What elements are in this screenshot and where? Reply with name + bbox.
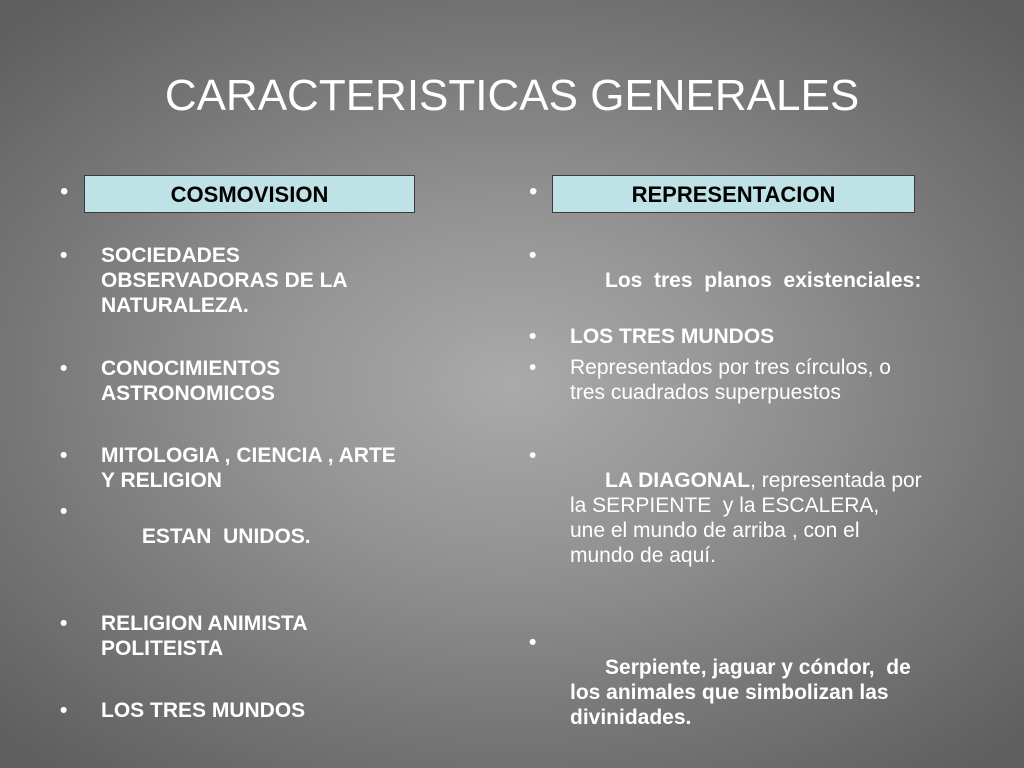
bullet: • — [60, 500, 68, 523]
item-line: NATURALEZA. — [101, 294, 249, 317]
item-line: SOCIEDADES — [101, 244, 240, 267]
bullet: • — [60, 357, 68, 380]
list-item — [60, 443, 480, 493]
item-line: Serpiente, jaguar y cóndor, de — [605, 656, 911, 679]
item-line: ASTRONOMICOS — [101, 382, 275, 405]
bullet: • — [60, 178, 69, 205]
left-bullet-list — [60, 243, 480, 723]
list-item — [60, 243, 480, 318]
slide-title: CARACTERISTICAS GENERALES — [164, 71, 860, 120]
item-line: une el mundo de arriba , con el — [570, 519, 860, 542]
item-line: LOS TRES MUNDOS — [570, 325, 775, 348]
bullet: • — [529, 178, 538, 205]
item-line: los animales que simbolizan las — [570, 681, 889, 704]
item-line: , representada por — [750, 469, 922, 492]
bullet: • — [529, 444, 537, 467]
bullet: • — [529, 244, 537, 267]
item-line: MITOLOGIA , CIENCIA , ARTE — [101, 444, 396, 467]
item-line: tres cuadrados superpuestos — [570, 381, 841, 404]
list-item — [60, 698, 480, 723]
bullet: • — [529, 325, 537, 348]
item-line: divinidades. — [570, 706, 692, 729]
item-line: LOS TRES MUNDOS — [101, 699, 306, 722]
item-line: Y RELIGION — [101, 469, 222, 492]
bullet: • — [529, 356, 537, 379]
list-item — [529, 443, 989, 593]
list-item — [529, 630, 989, 755]
list-item — [529, 243, 989, 318]
list-item — [60, 356, 480, 406]
item-line: Representados por tres círculos, o — [570, 356, 891, 379]
item-line: POLITEISTA — [101, 637, 224, 660]
right-bullet-list — [529, 243, 989, 755]
item-line: ESTAN UNIDOS. — [136, 525, 311, 548]
list-item — [529, 324, 989, 349]
list-item — [529, 355, 989, 405]
item-line: CONOCIMIENTOS — [101, 357, 281, 380]
bullet: • — [529, 631, 537, 654]
representacion-header-box: REPRESENTACION — [552, 175, 915, 213]
item-line: RELIGION ANIMISTA — [101, 612, 308, 635]
item-line: Los tres planos existenciales: — [605, 269, 922, 292]
bullet: • — [60, 699, 68, 722]
item-line: mundo de aquí. — [570, 544, 716, 567]
item-line: OBSERVADORAS DE LA — [101, 269, 348, 292]
list-item — [60, 499, 480, 574]
bullet: • — [60, 244, 68, 267]
right-header-row — [0, 175, 920, 215]
list-item — [60, 611, 480, 661]
bullet: • — [60, 444, 68, 467]
diagonal-term: LA DIAGONAL — [605, 469, 751, 492]
cosmovision-header-box: COSMOVISION — [84, 175, 415, 213]
item-line: la SERPIENTE y la ESCALERA, — [570, 494, 880, 517]
bullet: • — [60, 612, 68, 635]
